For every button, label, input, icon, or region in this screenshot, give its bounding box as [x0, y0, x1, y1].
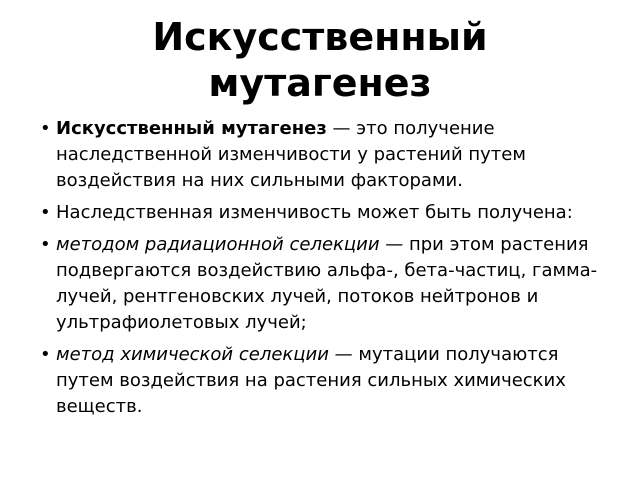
bullet-text: Наследственная изменчивость может быть получена: [56, 202, 573, 223]
title-line-2: мутагенез [208, 61, 432, 105]
bullet-text: — это получение наследственной изменчивости у растений путем воздействия на них сильными факторами. [56, 118, 526, 191]
bullet-text: — мутации получаются путем воздействия на растения сильных химических веществ. [56, 344, 566, 417]
bullet-item-chemical [40, 342, 610, 420]
bullet-text: — при этом растения подвергаются воздействию альфа-, бета-частиц, гамма-лучей, рентгеновских лучей, потоков нейтронов и ультрафиолетовых лучей; [56, 234, 598, 333]
bullet-dot-icon: • [40, 202, 51, 223]
slide-title [0, 14, 640, 106]
bullet-item-radiation [40, 232, 610, 336]
bullet-list [40, 116, 610, 420]
bullet-item-intro [40, 200, 610, 226]
bullet-dot-icon: • [40, 118, 51, 139]
bullet-dot-icon: • [40, 234, 51, 255]
bullet-dot-icon: • [40, 344, 51, 365]
title-line-1: Искусственный [152, 15, 488, 59]
bullet-term: метод химической селекции [56, 344, 329, 365]
bullet-item-definition [40, 116, 610, 194]
bullet-term: Искусственный мутагенез [56, 118, 327, 139]
bullet-term: методом радиационной селекции [56, 234, 380, 255]
